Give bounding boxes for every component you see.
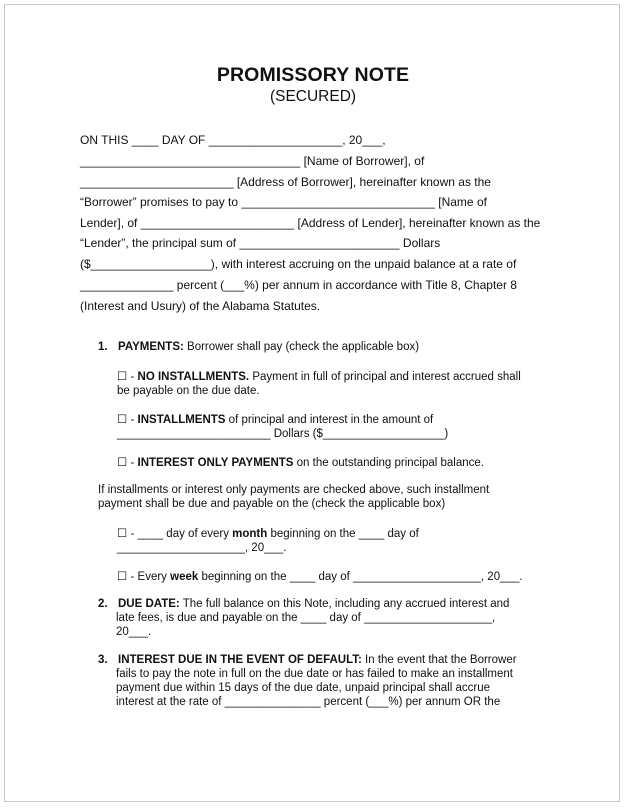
- section-heading: DUE DATE:: [118, 598, 180, 610]
- checkbox-option-interest-only[interactable]: [117, 456, 484, 470]
- intro-line: Lender], of _______________________ [Address of Lender], hereinafter known as the: [80, 216, 541, 230]
- section-text: payment due within 15 days of the due date, unpaid principal shall accrue: [116, 682, 490, 694]
- section-number: 3.: [98, 654, 108, 666]
- checkbox-icon[interactable]: ☐ -: [117, 371, 138, 383]
- checkbox-option-installments[interactable]: [117, 413, 433, 427]
- option-text: on the outstanding principal balance.: [293, 457, 484, 469]
- section-heading: INTEREST DUE IN THE EVENT OF DEFAULT:: [118, 654, 362, 666]
- section-text: In the event that the Borrower: [361, 654, 517, 666]
- section-heading: PAYMENTS:: [118, 341, 184, 353]
- section-1-heading: [98, 340, 419, 354]
- section-text: 20___.: [116, 626, 152, 638]
- option-text: ☐ - Every: [117, 571, 171, 583]
- section-text: The full balance on this Note, including any accrued interest and: [179, 598, 510, 610]
- intro-line: _______________________ [Address of Borrower], hereinafter known as the: [80, 175, 491, 189]
- option-bold: INSTALLMENTS: [137, 414, 226, 426]
- option-text-line2: ________________________ Dollars ($___________________): [117, 428, 449, 440]
- checkbox-icon[interactable]: ☐ -: [117, 414, 138, 426]
- intro-line: _________________________________ [Name of Borrower], of: [80, 154, 425, 168]
- checkbox-option-week[interactable]: [117, 570, 522, 584]
- checkbox-option-no-installments[interactable]: [117, 370, 521, 384]
- intro-line: ______________ percent (___%) per annum in accordance with Title 8, Chapter 8: [80, 278, 517, 292]
- document-title: PROMISSORY NOTE: [216, 64, 410, 86]
- option-bold: month: [232, 528, 268, 540]
- intro-line: “Lender”, the principal sum of ________________________ Dollars: [80, 236, 441, 250]
- section-2-heading: [98, 597, 509, 611]
- checkbox-icon[interactable]: ☐ -: [117, 457, 138, 469]
- intro-line: ($__________________), with interest accruing on the unpaid balance at a rate of: [80, 257, 517, 271]
- intro-line: “Borrower” promises to pay to _____________________________ [Name of: [80, 195, 487, 209]
- section-number: 1.: [98, 341, 108, 353]
- intro-line: (Interest and Usury) of the Alabama Statutes.: [80, 299, 321, 313]
- option-text: ☐ - ____ day of every: [117, 528, 233, 540]
- option-text-line2: be payable on the due date.: [117, 385, 260, 397]
- option-text: beginning on the ____ day of: [267, 528, 419, 540]
- option-text: Payment in full of principal and interest accrued shall: [249, 371, 521, 383]
- option-bold: INTEREST ONLY PAYMENTS: [137, 457, 294, 469]
- section-text: interest at the rate of _______________ percent (___%) per annum OR the: [116, 696, 501, 708]
- option-text: of principal and interest in the amount of: [225, 414, 434, 426]
- followup-text: If installments or interest only payments are checked above, such installment: [98, 484, 490, 496]
- intro-line: ON THIS ____ DAY OF ____________________, 20___,: [80, 133, 386, 147]
- section-3-heading: [98, 653, 517, 667]
- section-text: Borrower shall pay (check the applicable box): [183, 341, 420, 353]
- section-number: 2.: [98, 598, 108, 610]
- checkbox-option-month[interactable]: [117, 527, 419, 541]
- option-text: beginning on the ____ day of ____________________, 20___.: [198, 571, 523, 583]
- option-bold: NO INSTALLMENTS.: [137, 371, 250, 383]
- option-text-line2: ____________________, 20___.: [117, 542, 287, 554]
- section-text: fails to pay the note in full on the due date or has failed to make an installment: [116, 668, 513, 680]
- section-text: late fees, is due and payable on the ____ day of ____________________,: [116, 612, 496, 624]
- option-bold: week: [170, 571, 199, 583]
- followup-text: payment shall be due and payable on the (check the applicable box): [98, 498, 446, 510]
- document-subtitle: (SECURED): [269, 88, 357, 105]
